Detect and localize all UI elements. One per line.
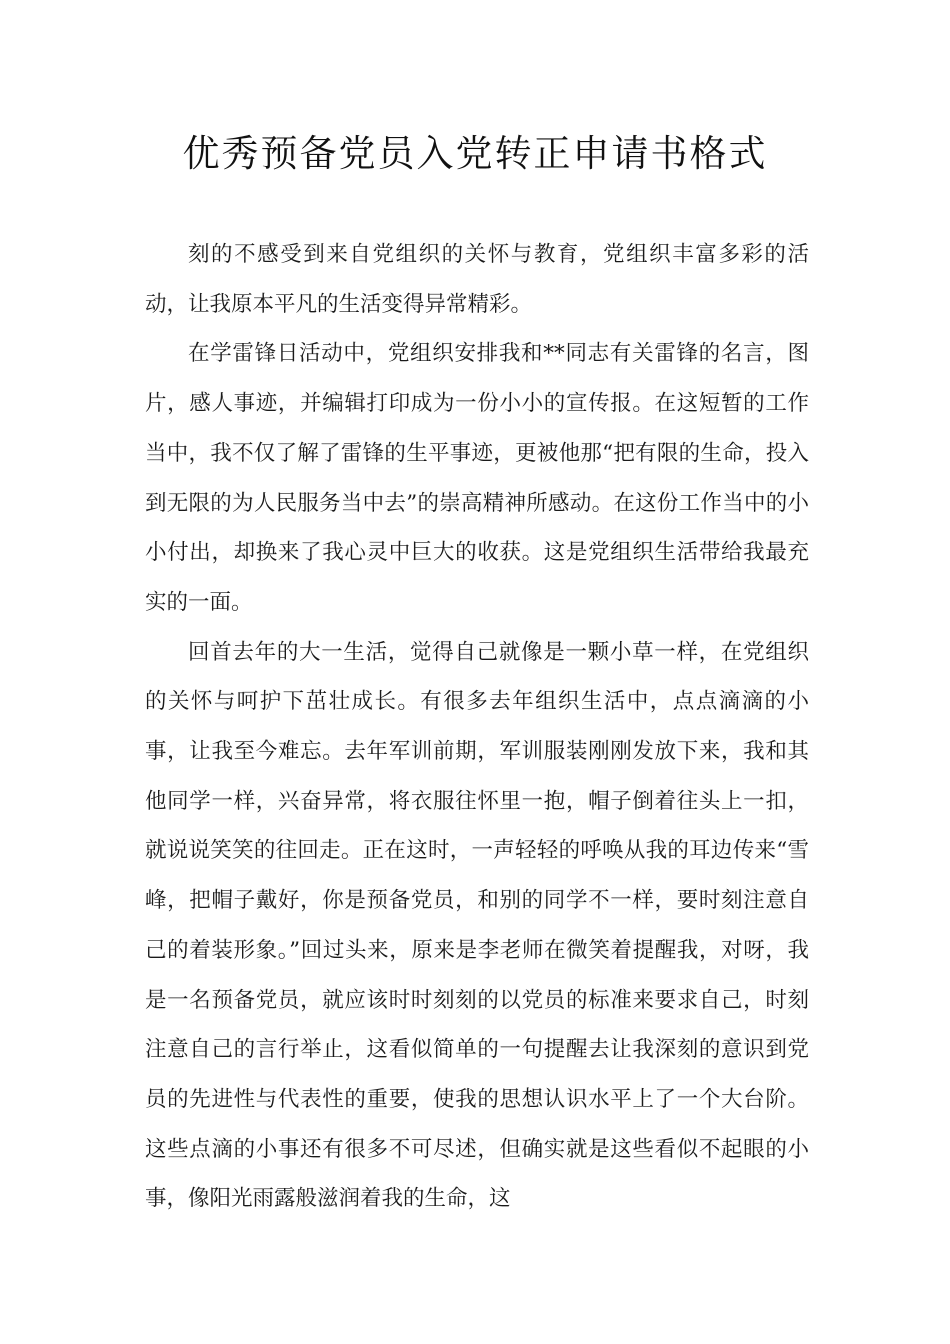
document-body: [145, 230, 809, 1224]
paragraph-3: 回首去年的大一生活，觉得自己就像是一颗小草一样，在党组织的关怀与呵护下茁壮成长。有很多去年组织生活中，点点滴滴的小事，让我至今难忘。去年军训前期，军训服装刚刚发放下来，我和其他同学一样，兴奋异常，将衣服往怀里一抱，帽子倒着往头上一扣，就说说笑笑的往回走。正在这时，一声轻轻的呼唤从我的耳边传来“雪峰，把帽子戴好，你是预备党员，和别的同学不一样，要时刻注意自己的着装形象。”回过头来，原来是李老师在微笑着提醒我，对呀，我是一名预备党员，就应该时时刻刻的以党员的标准来要求自己，时刻注意自己的言行举止，这看似简单的一句提醒去让我深刻的意识到党员的先进性与代表性的重要，使我的思想认识水平上了一个大台阶。这些点滴的小事还有很多不可尽述，但确实就是这些看似不起眼的小事，像阳光雨露般滋润着我的生命，这: [145, 639, 809, 1212]
document-title: 优秀预备党员入党转正申请书格式: [182, 132, 768, 175]
paragraph-2: 在学雷锋日活动中，党组织安排我和**同志有关雷锋的名言，图片，感人事迹，并编辑打印成为一份小小的宣传报。在这短暂的工作当中，我不仅了解了雷锋的生平事迹，更被他那“把有限的生命，投入到无限的为人民服务当中去”的崇高精神所感动。在这份工作当中的小小付出，却换来了我心灵中巨大的收获。这是党组织生活带给我最充实的一面。: [145, 341, 809, 615]
paragraph-1: 刻的不感受到来自党组织的关怀与教育，党组织丰富多彩的活动，让我原本平凡的生活变得异常精彩。: [145, 242, 809, 317]
